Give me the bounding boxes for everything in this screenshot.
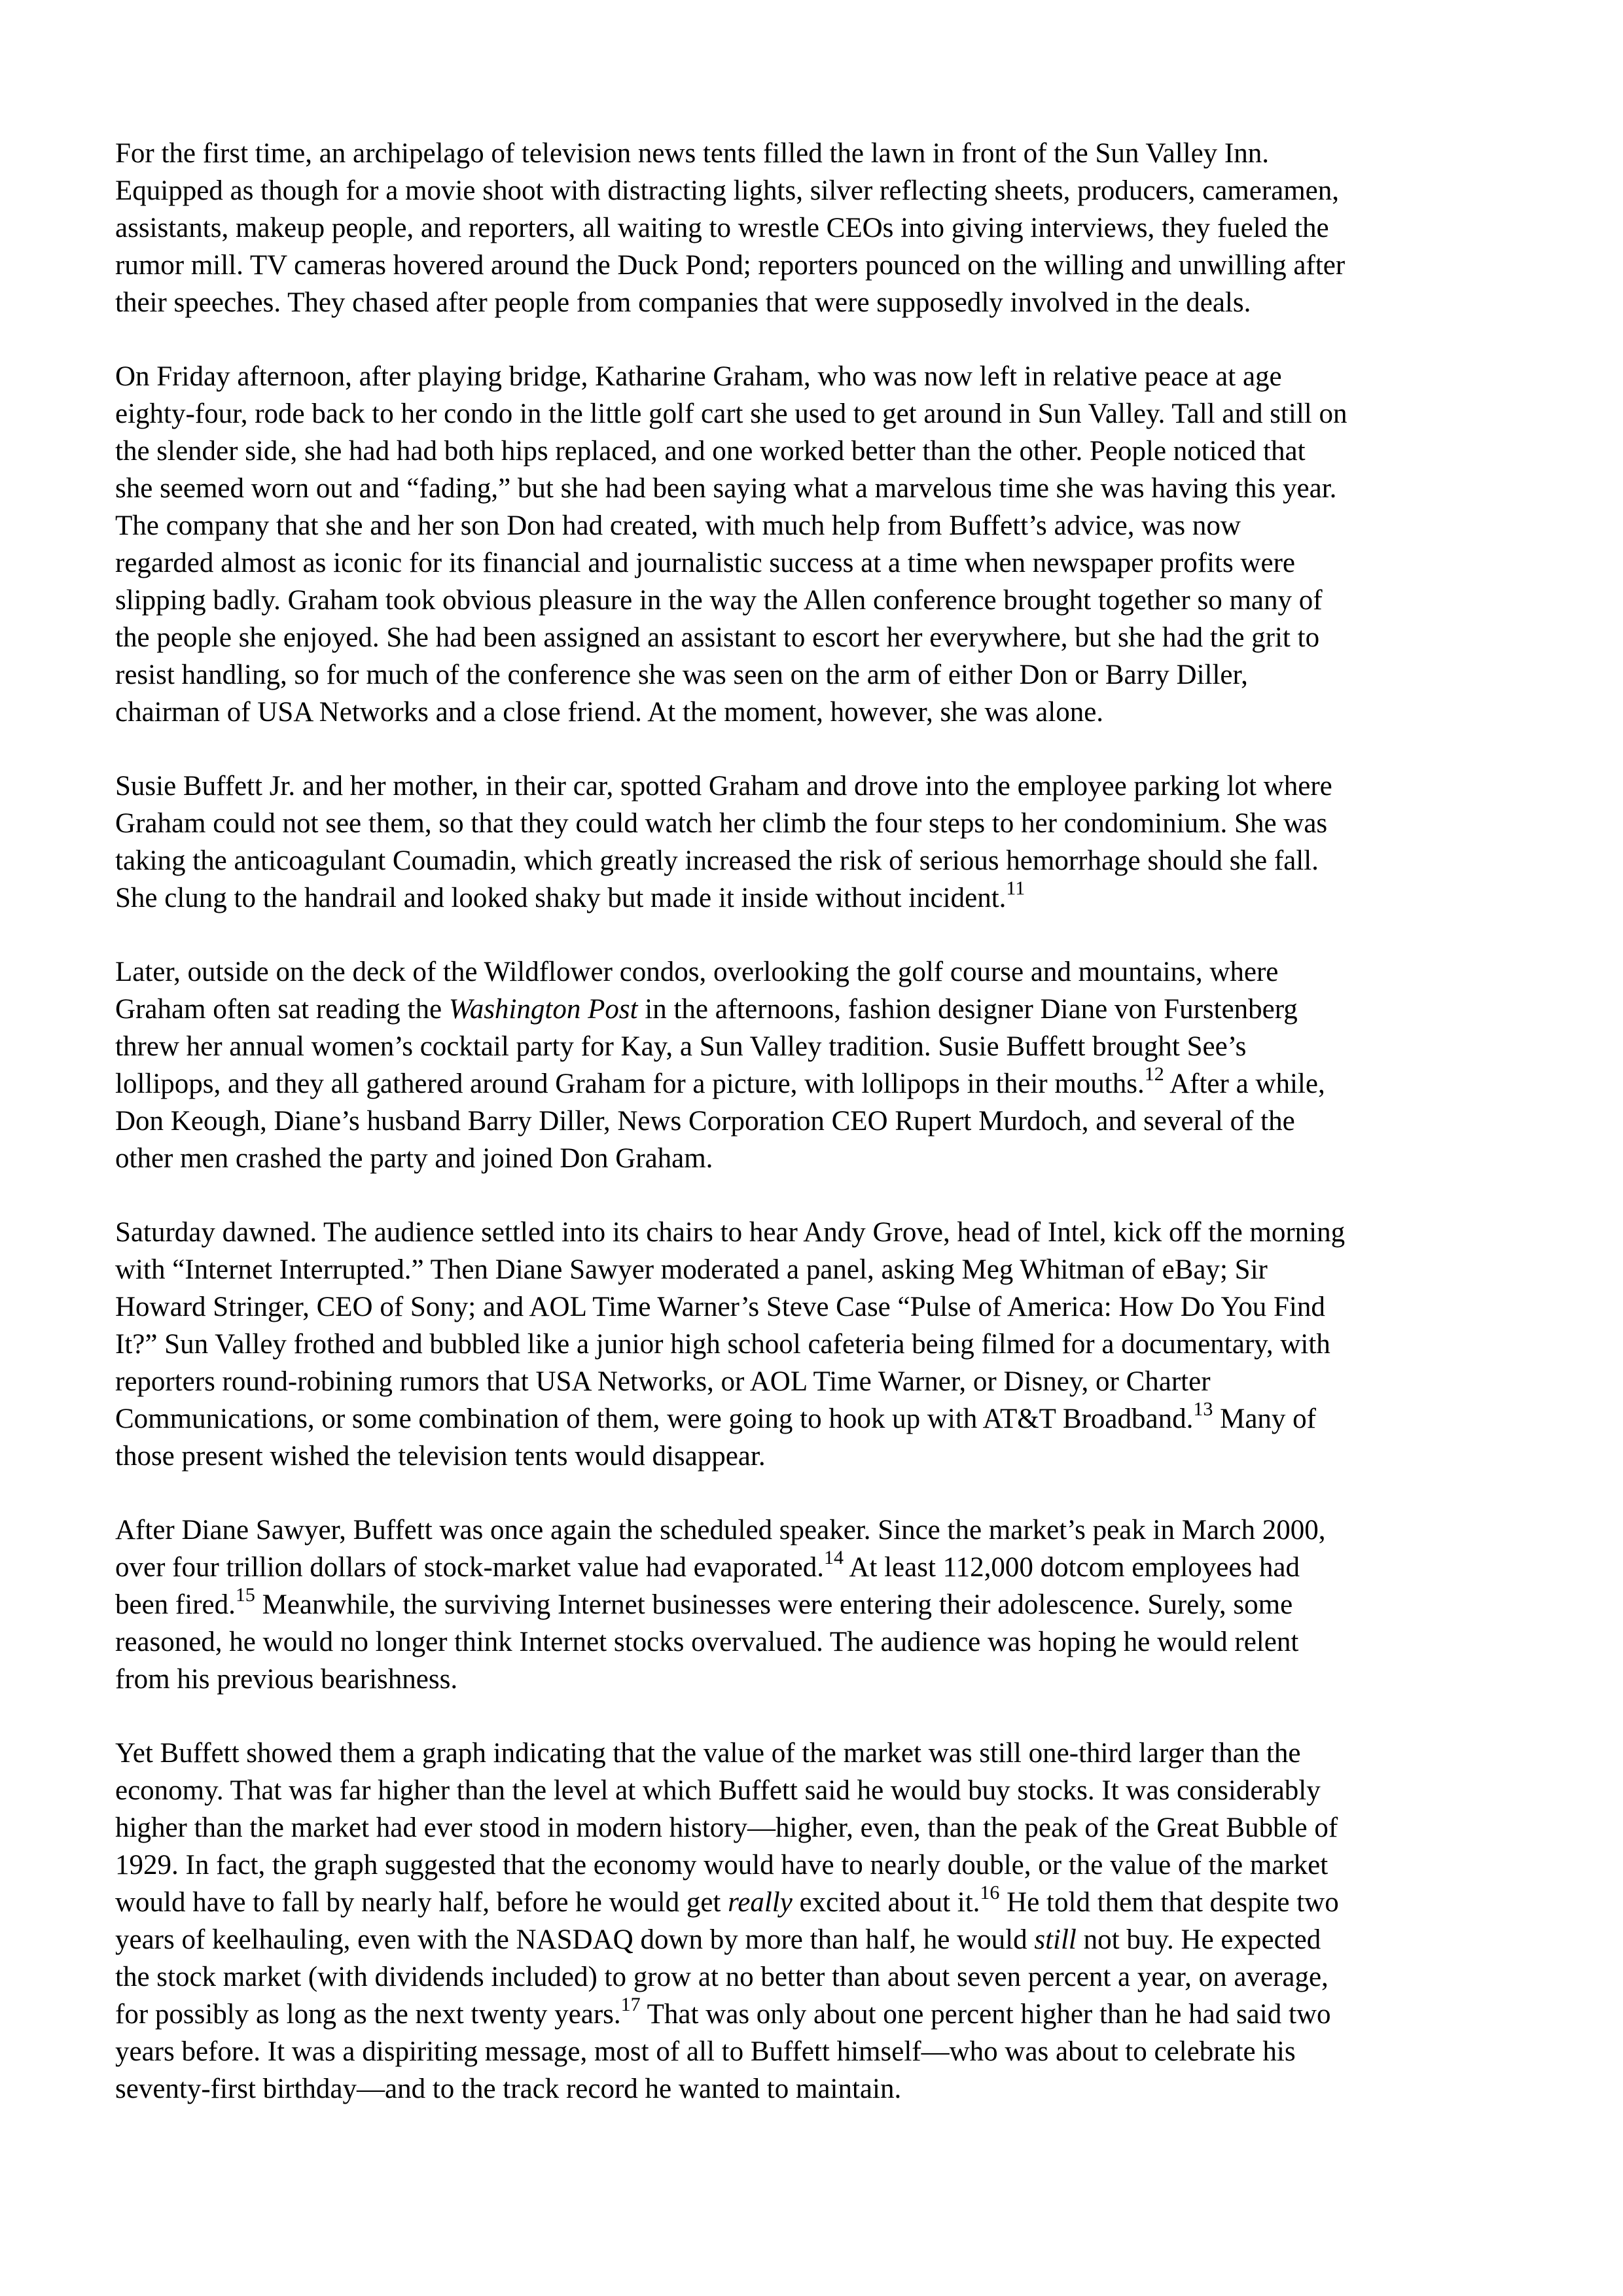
paragraph-7-text-b: excited about it. [792,1887,980,1918]
footnote-marker-11: 11 [1006,877,1026,899]
publication-title: Washington Post [448,994,638,1025]
paragraph-7-text-a: Yet Buffett showed them a graph indicating that the value of the market was still one-third larger than the economy. That was far higher than the level at which Buffett said he would buy stocks. It was considerably higher than the market had ever stood in modern history—higher, even, than the peak of the Great Bubble of 1929. In fact, the graph suggested that the economy would have to nearly double, or the value of the market would have to fall by nearly half, before he would get [115,1738,1338,1918]
paragraph-2 [115,358,1516,731]
paragraph-6-text-a: After Diane Sawyer, Buffett was once again the scheduled speaker. Since the market’s peak in March 2000, over four trillion dollars of stock-market value had evaporated. [115,1515,1326,1583]
paragraph-7 [115,1735,1516,2108]
paragraph-4-text-b: in the afternoons, fashion designer Diane von Furstenberg threw her annual women’s cocktail party for Kay, a Sun Valley tradition. Susie Buffett brought See’s lollipops, and they all gathered around Graham for a picture, with lollipops in their mouths. [115,994,1298,1099]
paragraph-6-text-c: Meanwhile, the surviving Internet businesses were entering their adolescence. Surely, some reasoned, he would no longer think Internet stocks overvalued. The audience was hoping he would relent from his previous bearishness. [115,1589,1299,1695]
footnote-marker-14: 14 [823,1546,844,1568]
footnote-marker-16: 16 [980,1881,1000,1903]
paragraph-4-text-a: Later, outside on the deck of the Wildflower condos, overlooking the golf course and mountains, where Graham often sat reading the [115,957,1279,1025]
paragraph-5-text-a: Saturday dawned. The audience settled into its chairs to hear Andy Grove, head of Intel, kick off the morning with “Internet Interrupted.” Then Diane Sawyer moderated a panel, asking Meg Whitman of eBay; Sir Howard Stringer, CEO of Sony; and AOL Time Warner’s Steve Case “Pulse of America: How Do You Find It?” Sun Valley frothed and bubbled like a junior high school cafeteria being filmed for a documentary, with reporters round-robining rumors that USA Networks, or AOL Time Warner, or Disney, or Charter Communications, or some combination of them, were going to hook up with AT&T Broadband. [115,1217,1346,1434]
footnote-marker-17: 17 [620,1993,641,2015]
footnote-marker-15: 15 [235,1583,255,1606]
paragraph-5 [115,1214,1516,1475]
book-page [115,135,1516,2144]
paragraph-6 [115,1511,1516,1698]
paragraph-3 [115,768,1516,917]
paragraph-1-text: For the first time, an archipelago of television news tents filled the lawn in front of the Sun Valley Inn. Equipped as though for a movie shoot with distracting lights, silver reflecting sheets, producers, cameramen, assistants, makeup people, and reporters, all waiting to wrestle CEOs into giving interviews, they fueled the rumor mill. TV cameras hovered around the Duck Pond; reporters pounced on the willing and unwilling after their speeches. They chased after people from companies that were supposedly involved in the deals. [115,138,1346,318]
paragraph-5-text-b: Many of those present wished the television tents would disappear. [115,1404,1316,1472]
paragraph-7-text-d: not buy. He expected the stock market (with dividends included) to grow at no better than about seven percent a year, on average, for possibly as long as the next twenty years. [115,1924,1329,2030]
paragraph-4 [115,953,1516,1177]
emphasis-really: really [728,1887,793,1918]
paragraph-3-text: Susie Buffett Jr. and her mother, in their car, spotted Graham and drove into the employee parking lot where Graham could not see them, so that they could watch her climb the four steps to her condominium. She was taking the anticoagulant Coumadin, which greatly increased the risk of serious hemorrhage should she fall. She clung to the handrail and looked shaky but made it inside without incident. [115,771,1332,913]
paragraph-4-text-c: After a while, Don Keough, Diane’s husband Barry Diller, News Corporation CEO Rupert Murdoch, and several of the other men crashed the party and joined Don Graham. [115,1069,1325,1174]
paragraph-7-text-e: That was only about one percent higher than he had said two years before. It was a dispiriting message, most of all to Buffett himself—who was about to celebrate his seventy-first birthday—and to the track record he wanted to maintain. [115,1999,1331,2104]
footnote-marker-13: 13 [1193,1398,1213,1420]
paragraph-2-text: On Friday afternoon, after playing bridge, Katharine Graham, who was now left in relative peace at age eighty-four, rode back to her condo in the little golf cart she used to get around in Sun Valley. Tall and still on the slender side, she had had both hips replaced, and one worked better than the other. People noticed that she seemed worn out and “fading,” but she had been saying what a marvelous time she was having this year. The company that she and her son Don had created, with much help from Buffett’s advice, was now regarded almost as iconic for its financial and journalistic success at a time when newspaper profits were slipping badly. Graham took obvious pleasure in the way the Allen conference brought together so many of the people she enjoyed. She had been assigned an assistant to escort her everywhere, but she had the grit to resist handling, so for much of the conference she was seen on the arm of either Don or Barry Diller, chairman of USA Networks and a close friend. At the moment, however, she was alone. [115,361,1347,728]
emphasis-still: still [1034,1924,1077,1955]
paragraph-1 [115,135,1516,321]
footnote-marker-12: 12 [1144,1063,1164,1085]
paragraph-6-text-b: At least 112,000 dotcom employees had been fired. [115,1552,1300,1620]
paragraph-7-text-c: He told them that despite two years of keelhauling, even with the NASDAQ down by more than half, he would [115,1887,1339,1955]
